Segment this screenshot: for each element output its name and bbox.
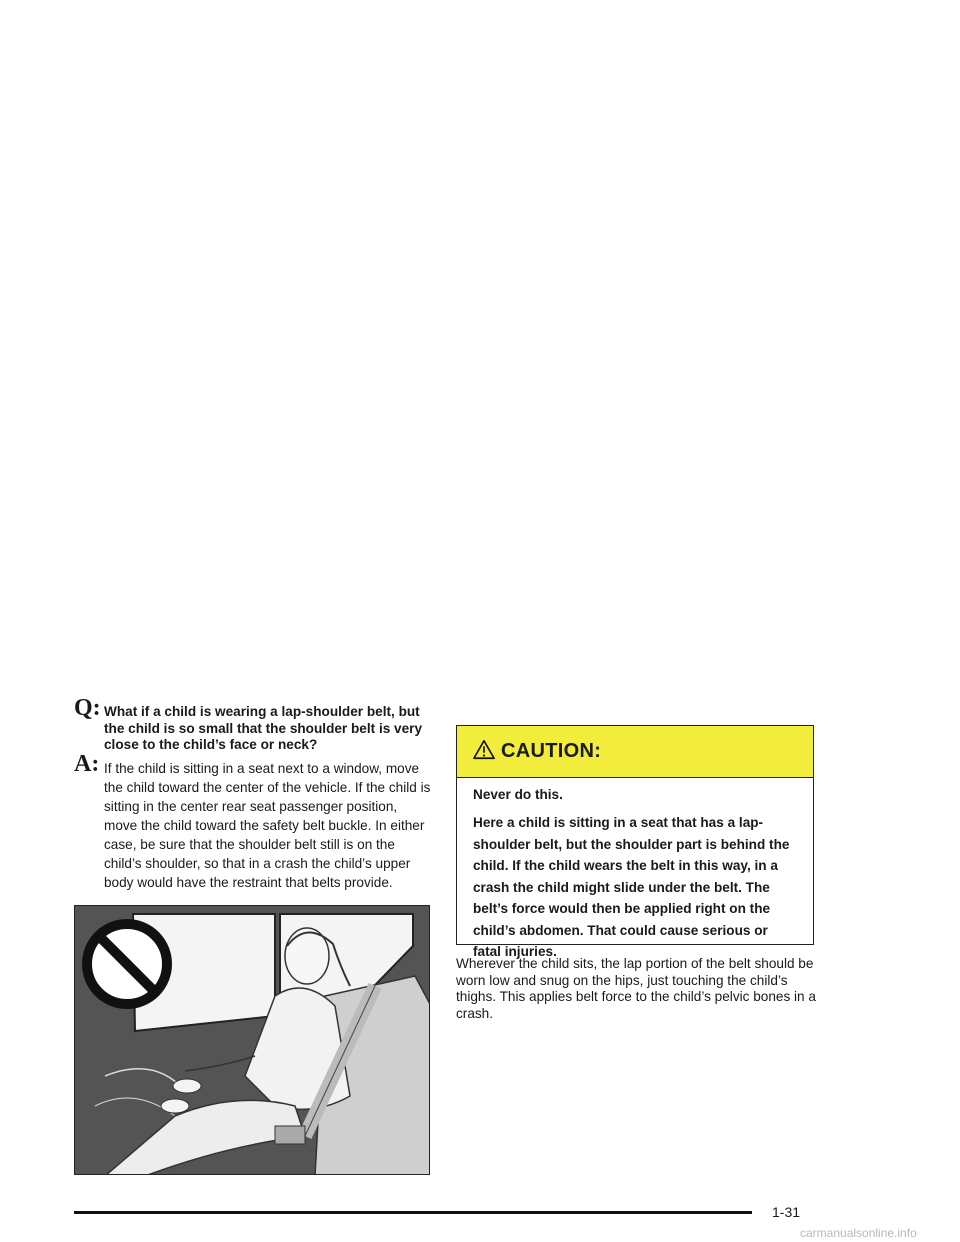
child-seatbelt-illustration [74,905,430,1175]
footer-rule [74,1211,752,1214]
body-paragraph: Wherever the child sits, the lap portion of the belt should be worn low and snug on the hips, just touching the child’s thighs. This applies belt force to the child’s pelvic bones in a crash. [456,956,816,1021]
answer-label: A: [74,751,100,777]
illustration-drawing [75,906,430,1175]
caution-header [457,726,813,778]
caution-paragraph-2: Here a child is sitting in a seat that has a lap-shoulder belt, but the shoulder part is behind the child. If the child wears the belt in this way, in a crash the child might slide under the belt. The belt’s force would then be applied right on the child’s abdomen. That could cause serious or fatal injuries. [473,815,790,959]
question-text: What if a child is wearing a lap-shoulder belt, but the child is so small that the shoulder belt is very close to the child’s face or neck? [104,704,423,752]
page-number: 1-31 [772,1204,801,1220]
answer-text: If the child is sitting in a seat next to a window, move the child toward the center of the vehicle. If the child is sitting in the center rear seat passenger position, move the child toward the safety belt buckle. In either case, be sure that the shoulder belt still is on the child’s shoulder, so that in a crash the child’s upper body would have the restraint that belts provide. [104,761,431,890]
question-label: Q: [74,695,101,721]
caution-body [457,778,813,963]
caution-title: CAUTION: [501,740,602,762]
watermark: carmanualsonline.info [800,1226,917,1240]
caution-box [456,725,814,959]
prohibition-icon [87,924,167,1004]
warning-triangle-icon [473,739,495,761]
caution-paragraph-1: Never do this. [473,787,563,802]
